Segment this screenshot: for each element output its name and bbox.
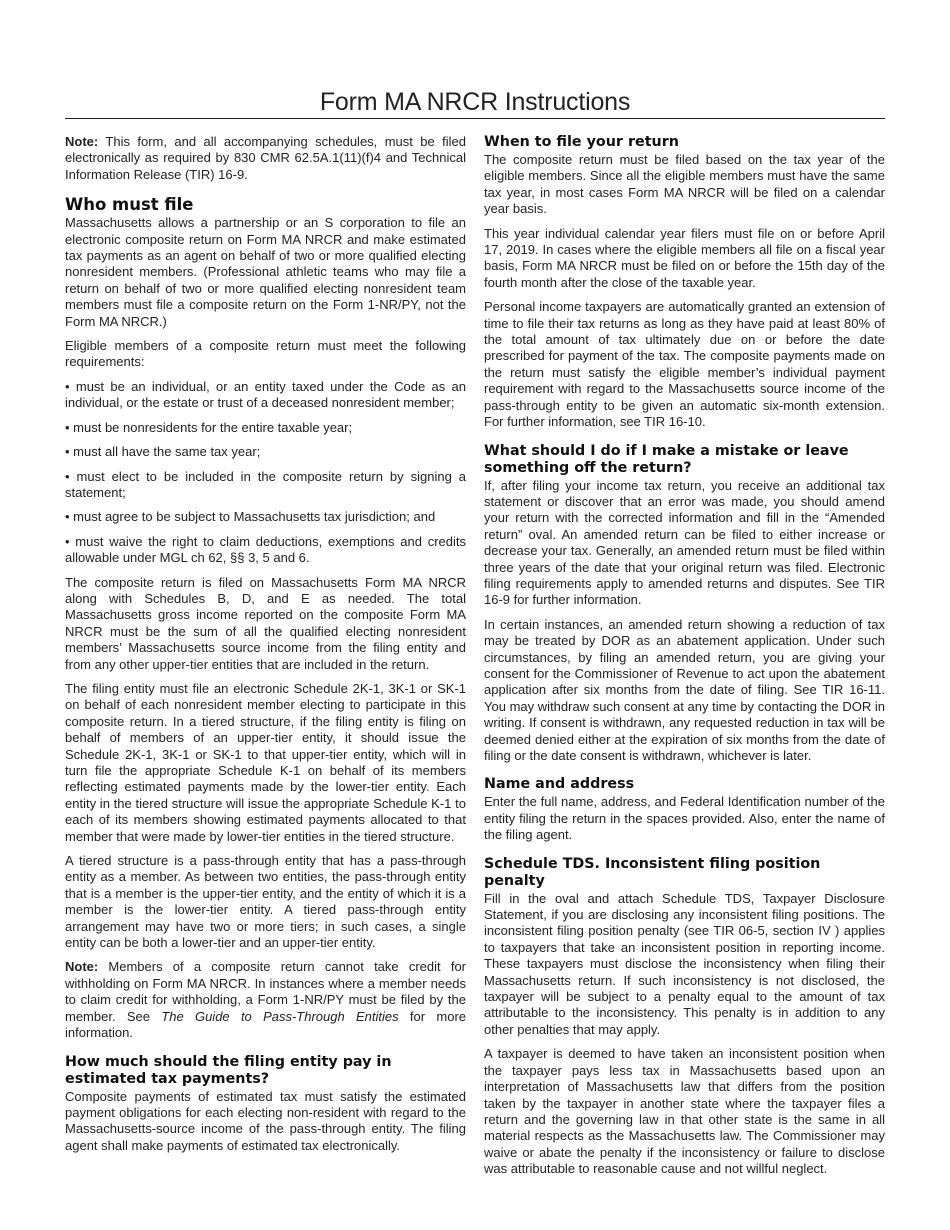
name-address-heading: Name and address (484, 776, 635, 793)
tiered-structure-paragraph: A tiered structure is a pass-through entity that has a pass-through entity as a member. As between two entities, the pass-through entity that is a member is the upper-tier entity, and the entity of which it is a member is the lower-tier entity. A tiered pass-through entity arrangement may have two or more tiers; in such cases, a single entity can be both a lower-tier and an upper-tier entity. (65, 853, 466, 951)
note-label: Note: (65, 959, 99, 975)
note-tail: for more information. (65, 1008, 466, 1041)
abatement-paragraph: In certain instances, an amended return showing a reduction of tax may be treated by DOR as an abatement application. Under such circumstances, by filing an amended return, you are giving your consent for the Commissioner of Revenue to act upon the abatement application after six months from the date of filing. See TIR 16-11. You may withdraw such consent at any time by contacting the DOR in writing. If consent is withdrawn, any requested reduction in tax will be deemed denied either at the expiration of six months from the date of filing or the date consent is withdrawn, whichever is later. (484, 616, 885, 763)
requirement-item: • must all have the same tax year; (65, 444, 261, 460)
title-rule (65, 118, 885, 119)
note-text: Members of a composite return cannot take credit for withholding on Form MA NRCR. In instances where a member needs to claim credit for withholding, a Form 1-NR/PY must be filed by the member. See (65, 959, 466, 1024)
note-text: This form, and all accompanying schedules, must be filed electronically as required by 830 CMR 62.5A.1(11)(f)4 and Technical Information Release (TIR) 16-9. (65, 134, 466, 182)
inconsistent-position-paragraph: A taxpayer is deemed to have taken an inconsistent position when the taxpayer pays less tax in Massachusetts based upon an interpretation of Massachusetts law that differs from the position taken by the taxpayer in another state where the taxpayer files a return and the governing law in that other state is the same in all material respects as the Massachusetts law. The Commissioner may waive or abate the penalty if the inconsistency or failure to disclose was attributable to reasonable cause and not willful neglect. (484, 1046, 885, 1177)
name-address-paragraph: Enter the full name, address, and Federal Identification number of the entity filing the return in the spaces provided. Also, enter the name of the filing agent. (484, 794, 885, 843)
requirement-item: • must be nonresidents for the entire taxable year; (65, 419, 353, 435)
requirement-item: • must be an individual, or an entity taxed under the Code as an individual, or the estate or trust of a deceased nonresident member; (65, 378, 466, 411)
who-must-file-paragraph: Massachusetts allows a partnership or an S corporation to file an electronic composite return on Form MA NRCR and make estimated tax payments as an agent on behalf of two or more qualified electing nonresident members. (Professional athletic teams who may file a return on behalf of two or more qualified electing nonresident team members must file a composite return on the Form 1-NR/PY, not the Form MA NRCR.) (65, 215, 466, 329)
filing-deadline-paragraph: This year individual calendar year filers must file on or before April 17, 2019. In cases where the eligible members all file on a fiscal year basis, Form MA NRCR must be filed on or before the 15th day of the fourth month after the close of the taxable year. (484, 225, 885, 290)
page-title: Form MA NRCR Instructions (319, 88, 631, 116)
filing-entity-paragraph: The filing entity must file an electronic Schedule 2K-1, 3K-1 or SK-1 on behalf of each nonresident member electing to participate in this composite return. In a tiered structure, if the filing entity is filing on behalf of members of an upper-tier entity, it should issue the Schedule 2K-1, 3K-1 or SK-1 to that upper-tier entity, which will in turn file the appropriate Schedule K-1 on behalf of its members reflecting estimated payments made by the lower-tier entity. Each entity in the tiered structure will issue the appropriate Schedule K-1 to each of its members showing estimated payments allocated to that member that were made by lower-tier entities in the tiered structure. (65, 680, 466, 844)
when-to-file-paragraph: The composite return must be filed based on the tax year of the eligible members. Since all the eligible members must have the same tax year, in most cases Form MA NRCR will be filed on a calendar year basis. (484, 152, 885, 217)
mistake-heading: What should I do if I make a mistake or leave something off the return? (484, 442, 849, 476)
estimated-tax-paragraph: Composite payments of estimated tax must satisfy the estimated payment obligations for each electing non-resident with regard to the Massachusetts-source income of the pass-through entity. The filing agent shall make payments of estimated tax electronically. (65, 1088, 466, 1153)
eligible-members-intro: Eligible members of a composite return must meet the following requirements: (65, 338, 466, 370)
extension-paragraph: Personal income taxpayers are automatically granted an extension of time to file their tax returns as long as they have paid at least 80% of the total amount of tax ultimately due on or before the date prescribed for payment of the tax. The composite payments made on the return must satisfy the eligible member’s individual payment requirement with regard to the Massachusetts source income of the pass-through entity to be given an automatic six-month extension. For further information, see TIR 16-10. (484, 299, 885, 430)
left-column (65, 134, 466, 1162)
note-electronic-filing (65, 134, 466, 183)
right-column (484, 134, 885, 1186)
estimated-tax-heading: How much should the filing entity pay in estimated tax payments? (65, 1053, 392, 1087)
guide-title: The Guide to Pass-Through Entities (161, 1008, 399, 1024)
requirement-item: • must waive the right to claim deductions, exemptions and credits allowable under MGL ch 62, §§ 3, 5 and 6. (65, 533, 466, 566)
note-label: Note: (65, 134, 99, 149)
note-withholding (65, 959, 466, 1041)
schedule-tds-paragraph: Fill in the oval and attach Schedule TDS, Taxpayer Disclosure Statement, if you are disclosing any inconsistent filing positions. The inconsistent filing position penalty (see TIR 06-5, section IV ) applies to taxpayers that take an inconsistent position in reporting income. These taxpayers must disclose the inconsistency when filing their Massachusetts return. If such inconsistency is not disclosed, the taxpayer will be subject to a penalty equal to the amount of tax attributable to the inconsistency. This penalty is in addition to any other penalties that may apply. (484, 890, 885, 1037)
when-to-file-heading: When to file your return (484, 134, 679, 150)
requirement-item: • must agree to be subject to Massachusetts tax jurisdiction; and (65, 509, 436, 525)
requirement-item: • must elect to be included in the composite return by signing a statement; (65, 468, 466, 500)
schedule-tds-heading: Schedule TDS. Inconsistent filing position penalty (484, 855, 821, 889)
amended-return-paragraph: If, after filing your income tax return, you receive an additional tax statement or discover that an error was made, you should amend your return with the corrected information and fill in the “Amended return” oval. An amended return can be filed to either increase or decrease your tax. Generally, an amended return must be filed within three years of the date that your original return was filed. Electronic filing requirements apply to amended returns and disputes. See TIR 16-9 for further information. (484, 477, 885, 608)
composite-return-paragraph: The composite return is filed on Massachusetts Form MA NRCR along with Schedules B, D, and E as needed. The total Massachusetts gross income reported on the composite Form MA NRCR must be the sum of all the qualified electing nonresident members’ Massachusetts source income from the filing entity and from any other upper-tier entities that are included in the return. (65, 574, 466, 672)
who-must-file-heading: Who must file (65, 195, 194, 215)
